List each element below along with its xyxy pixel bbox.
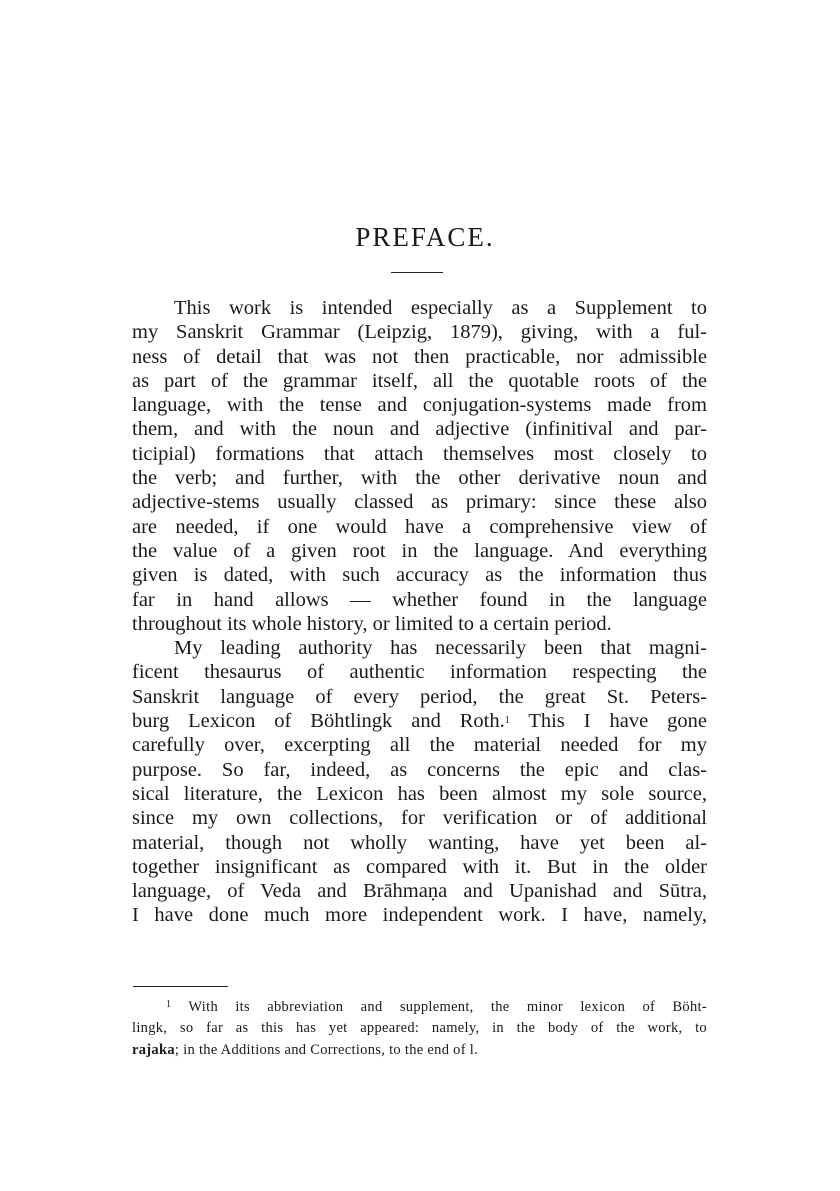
footnote-line bbox=[132, 994, 707, 1017]
body-line: the value of a given root in the language. And everything bbox=[132, 539, 707, 562]
body-line: as part of the grammar itself, all the quotable roots of the bbox=[132, 369, 707, 392]
footnote-marker: 1 bbox=[166, 999, 172, 1010]
body-line: together insignificant as compared with it. But in the older bbox=[132, 855, 707, 878]
title-rule bbox=[391, 272, 443, 273]
body-line-with-note bbox=[132, 709, 707, 733]
body-line: adjective-stems usually classed as primary: since these also bbox=[132, 491, 707, 514]
footnote-text: With its abbreviation and supplement, the minor lexicon of Böht- bbox=[188, 999, 707, 1015]
body-line: ficent thesaurus of authentic information respecting the bbox=[132, 661, 707, 684]
page-title: PREFACE. bbox=[355, 222, 495, 252]
footnote-keyword: rajaka bbox=[132, 1042, 175, 1058]
body-line: I have done much more independent work. I have, namely, bbox=[132, 904, 707, 927]
body-line: given is dated, with such accuracy as the information thus bbox=[132, 564, 707, 587]
footnote-rule bbox=[133, 986, 228, 987]
body-line: This work is intended especially as a Supplement to bbox=[174, 297, 707, 319]
body-line: ness of detail that was not then practicable, nor admissible bbox=[132, 345, 707, 368]
footnote-reference[interactable]: 1 bbox=[504, 715, 510, 727]
footnote-text: ; in the Additions and Corrections, to the end of l. bbox=[174, 1042, 479, 1058]
body-line: them, and with the noun and adjective (infinitival and par- bbox=[132, 418, 707, 441]
body-line-tail: This I have gone bbox=[528, 710, 707, 733]
footnote-line bbox=[132, 1039, 707, 1062]
body-line-head: burg Lexicon of Böhtlingk and Roth. bbox=[132, 710, 505, 733]
body-line: Sanskrit language of every period, the great St. Peters- bbox=[132, 685, 707, 708]
body-line: language, of Veda and Brāhmaṇa and Upanishad and Sūtra, bbox=[132, 880, 707, 903]
body-line: my Sanskrit Grammar (Leipzig, 1879), giving, with a ful- bbox=[132, 321, 707, 344]
body-line: sical literature, the Lexicon has been almost my sole source, bbox=[132, 782, 707, 805]
body-line: ticipial) formations that attach themselves most closely to bbox=[132, 442, 707, 465]
body-line: My leading authority has necessarily been that magni- bbox=[174, 637, 707, 660]
preface-body bbox=[132, 296, 707, 928]
body-line: are needed, if one would have a comprehensive view of bbox=[132, 515, 707, 538]
body-line: throughout its whole history, or limited to a certain period. bbox=[132, 612, 612, 635]
body-line: purpose. So far, indeed, as concerns the epic and clas- bbox=[132, 758, 707, 781]
body-line: since my own collections, for verification or of additional bbox=[132, 807, 707, 830]
body-line: material, though not wholly wanting, have yet been al- bbox=[132, 831, 707, 854]
body-line: carefully over, excerpting all the material needed for my bbox=[132, 734, 707, 757]
footnote-line: lingk, so far as this has yet appeared: namely, in the body of the work, to bbox=[132, 1019, 707, 1036]
body-line: the verb; and further, with the other derivative noun and bbox=[132, 467, 707, 490]
body-line: language, with the tense and conjugation-systems made from bbox=[132, 394, 707, 417]
body-line: far in hand allows — whether found in the language bbox=[132, 588, 707, 611]
footnote bbox=[132, 994, 707, 1062]
